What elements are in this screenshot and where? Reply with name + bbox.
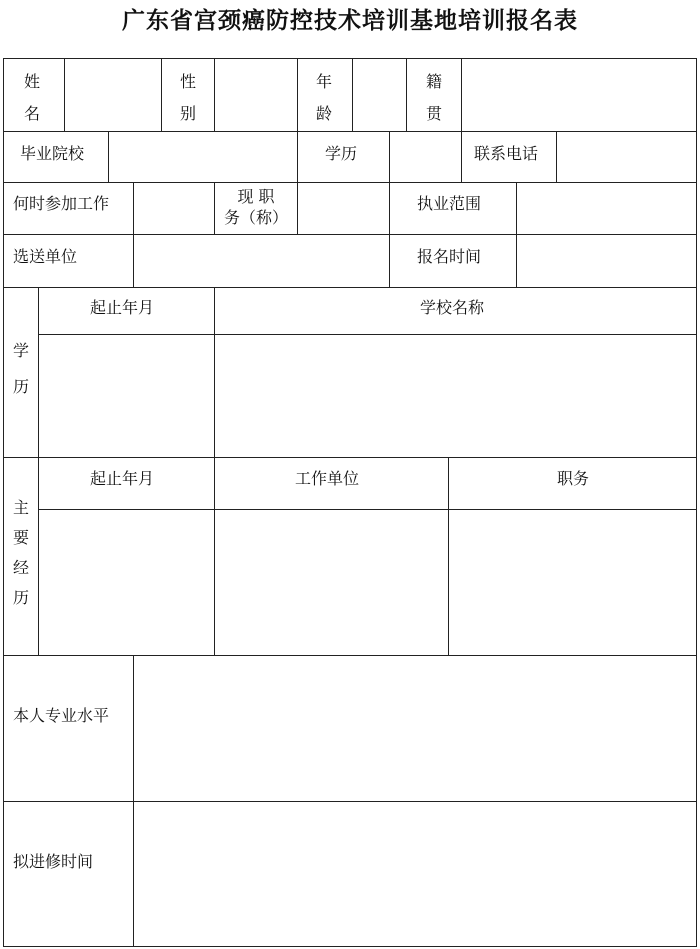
phone-label: 联系电话 [474,144,539,163]
name-label-char1: 姓 [23,72,40,91]
signup-time-field[interactable] [517,235,696,287]
rule-r4-v2 [389,234,390,287]
work-start-field[interactable] [134,183,214,234]
education-label-char1: 学 [12,341,29,360]
skill-field[interactable] [134,656,696,801]
signup-time-label: 报名时间 [417,247,482,266]
origin-label [424,66,444,130]
gender-field[interactable] [215,59,297,131]
rule-r1-v2 [161,58,162,131]
experience-employer-header: 工作单位 [295,469,360,488]
rule-r2-v2 [297,131,298,182]
origin-label-char1: 籍 [425,72,442,91]
experience-employer-field[interactable] [215,510,448,655]
school-label: 毕业院校 [20,144,85,163]
name-label [22,66,42,130]
study-time-label: 拟进修时间 [13,852,94,871]
degree-field[interactable] [390,132,461,182]
experience-period-header: 起止年月 [90,469,155,488]
rule-r2-v4 [461,131,462,182]
education-school-header: 学校名称 [420,298,485,317]
form-title: 广东省宫颈癌防控技术培训基地培训报名表 [122,7,578,34]
education-school-field[interactable] [215,335,696,457]
experience-title-field[interactable] [449,510,696,655]
origin-field[interactable] [462,59,696,131]
experience-label-char3: 经 [12,558,29,577]
age-label [314,66,334,130]
rule-r1-v6 [406,58,407,131]
origin-label-char2: 贯 [425,104,442,123]
education-section-label [11,333,31,405]
experience-label-char4: 历 [12,588,29,607]
rule-edu-bottom [3,457,697,458]
position-label-line2: 务（称） [223,208,288,227]
gender-label-char1: 性 [179,72,196,91]
name-field[interactable] [65,59,161,131]
degree-label: 学历 [325,144,358,163]
experience-title-header: 职务 [557,469,590,488]
school-field[interactable] [109,132,297,182]
phone-field[interactable] [557,132,696,182]
position-label-line1: 现 职 [237,187,275,206]
scope-field[interactable] [517,183,696,234]
education-period-header: 起止年月 [90,298,155,317]
scope-label: 执业范围 [417,194,482,213]
age-label-char1: 年 [315,72,332,91]
gender-label-char2: 别 [179,104,196,123]
education-period-field[interactable] [39,335,214,457]
experience-period-field[interactable] [39,510,214,655]
gender-label [178,66,198,130]
age-field[interactable] [353,59,406,131]
rule-r3-v4 [389,182,390,234]
experience-label-char1: 主 [12,498,29,517]
age-label-char2: 龄 [315,104,332,123]
rule-r1-v4 [297,58,298,131]
rule-row4-bottom [3,287,697,288]
name-label-char2: 名 [23,104,40,123]
skill-label: 本人专业水平 [13,706,110,725]
position-label [215,186,297,228]
work-start-label: 何时参加工作 [13,194,110,213]
unit-field[interactable] [134,235,389,287]
unit-label: 选送单位 [13,247,78,266]
experience-section-label [11,493,31,613]
experience-label-char2: 要 [12,528,29,547]
position-field[interactable] [298,183,389,234]
education-label-char2: 历 [12,377,29,396]
study-time-field[interactable] [134,802,696,946]
